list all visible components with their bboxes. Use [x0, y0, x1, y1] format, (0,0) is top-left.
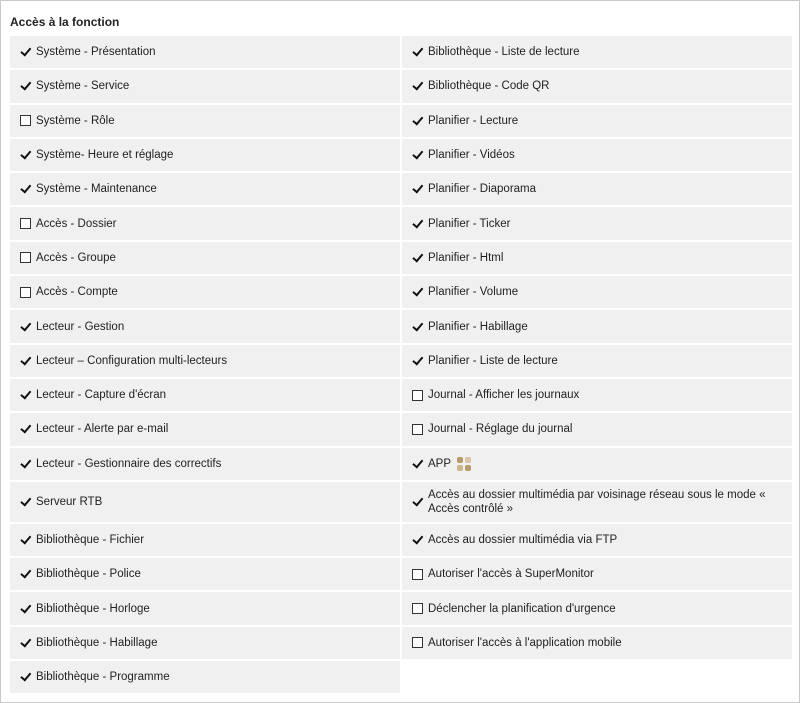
permission-label: Journal - Afficher les journaux	[428, 389, 580, 402]
permission-item[interactable]	[10, 276, 400, 308]
checkmark-icon[interactable]	[411, 149, 424, 162]
permission-item[interactable]	[10, 627, 400, 659]
checkmark-icon[interactable]	[19, 534, 32, 547]
permission-label: Lecteur – Configuration multi-lecteurs	[36, 354, 228, 367]
empty-cell	[402, 661, 792, 693]
permission-label: Serveur RTB	[36, 495, 103, 508]
checkmark-icon[interactable]	[19, 183, 32, 196]
permission-item[interactable]	[10, 139, 400, 171]
permission-label: Planifier - Lecture	[428, 114, 519, 127]
permission-label: Accès au dossier multimédia via FTP	[428, 534, 618, 546]
checkmark-icon[interactable]	[19, 457, 32, 470]
feature-access-grid	[10, 36, 792, 693]
permission-item[interactable]	[10, 558, 400, 590]
empty-checkbox-icon[interactable]	[411, 568, 424, 581]
permission-label: Lecteur - Capture d'écran	[36, 389, 167, 402]
permission-item[interactable]	[402, 379, 792, 411]
checkmark-icon[interactable]	[411, 114, 424, 127]
permission-item[interactable]	[10, 173, 400, 205]
permission-item[interactable]	[10, 70, 400, 102]
permission-item[interactable]	[402, 310, 792, 342]
app-grid-icon	[457, 457, 471, 471]
permission-label: Bibliothèque - Habillage	[36, 636, 158, 649]
permission-item[interactable]	[10, 413, 400, 445]
permission-label: Autoriser l'accès à l'application mobile	[428, 636, 622, 649]
checkmark-icon[interactable]	[411, 251, 424, 264]
checkmark-icon[interactable]	[411, 495, 424, 508]
checkmark-icon[interactable]	[19, 636, 32, 649]
checkmark-icon[interactable]	[411, 286, 424, 299]
permission-item[interactable]	[402, 592, 792, 624]
section-title: Accès à la fonction	[10, 15, 120, 29]
checkmark-icon[interactable]	[19, 568, 32, 581]
permission-label: Planifier - Vidéos	[428, 149, 515, 162]
checkmark-icon[interactable]	[19, 671, 32, 684]
permission-label: Bibliothèque - Code QR	[428, 80, 550, 93]
checkmark-icon[interactable]	[411, 217, 424, 230]
permission-item[interactable]	[402, 105, 792, 137]
checkmark-icon[interactable]	[19, 423, 32, 436]
permission-label: Système - Rôle	[36, 114, 115, 127]
permission-label: Planifier - Habillage	[428, 320, 528, 333]
permission-label: Accès au dossier multimédia par voisinage réseau sous le mode « Accès contrôlé »	[428, 488, 766, 515]
permission-item[interactable]	[402, 242, 792, 274]
permission-item[interactable]	[10, 207, 400, 239]
permission-item[interactable]	[10, 661, 400, 693]
permission-item[interactable]	[402, 139, 792, 171]
checkmark-icon[interactable]	[411, 80, 424, 93]
permission-item[interactable]	[402, 36, 792, 68]
permission-label: Accès - Compte	[36, 286, 118, 299]
checkmark-icon[interactable]	[411, 183, 424, 196]
permission-label: Déclencher la planification d'urgence	[428, 602, 616, 615]
permission-label: Planifier - Html	[428, 251, 504, 264]
empty-checkbox-icon[interactable]	[411, 389, 424, 402]
permission-label: Bibliothèque - Liste de lecture	[428, 46, 580, 59]
permission-label: Bibliothèque - Horloge	[36, 602, 150, 615]
permission-item[interactable]	[10, 448, 400, 480]
permission-label: Bibliothèque - Police	[36, 568, 141, 581]
permission-item[interactable]	[402, 207, 792, 239]
permission-label: Accès - Dossier	[36, 217, 117, 230]
checkmark-icon[interactable]	[19, 46, 32, 59]
empty-checkbox-icon[interactable]	[19, 217, 32, 230]
permission-item[interactable]	[10, 592, 400, 624]
permission-label: Lecteur - Gestionnaire des correctifs	[36, 457, 222, 470]
checkmark-icon[interactable]	[411, 457, 424, 470]
permission-item[interactable]	[402, 482, 792, 522]
permission-item[interactable]	[402, 345, 792, 377]
permission-item[interactable]	[402, 70, 792, 102]
permission-item[interactable]	[402, 173, 792, 205]
empty-checkbox-icon[interactable]	[411, 636, 424, 649]
permission-item[interactable]	[10, 482, 400, 522]
empty-checkbox-icon[interactable]	[19, 114, 32, 127]
checkmark-icon[interactable]	[411, 534, 424, 547]
permission-item[interactable]	[10, 345, 400, 377]
permission-item[interactable]	[10, 310, 400, 342]
checkmark-icon[interactable]	[19, 80, 32, 93]
permission-item[interactable]	[402, 413, 792, 445]
permission-label: Système - Maintenance	[36, 183, 157, 196]
permission-item[interactable]	[10, 105, 400, 137]
permission-label: Planifier - Diaporama	[428, 183, 537, 196]
checkmark-icon[interactable]	[19, 149, 32, 162]
permission-label: Accès - Groupe	[36, 251, 116, 264]
empty-checkbox-icon[interactable]	[411, 423, 424, 436]
checkmark-icon[interactable]	[19, 320, 32, 333]
checkmark-icon[interactable]	[411, 46, 424, 59]
permission-label: Journal - Réglage du journal	[428, 423, 573, 436]
permission-item[interactable]	[402, 558, 792, 590]
checkmark-icon[interactable]	[19, 602, 32, 615]
checkmark-icon[interactable]	[411, 354, 424, 367]
permission-label: Planifier - Liste de lecture	[428, 354, 558, 367]
checkmark-icon[interactable]	[19, 495, 32, 508]
permission-item[interactable]	[10, 524, 400, 556]
permission-item[interactable]	[402, 627, 792, 659]
permission-item[interactable]	[10, 36, 400, 68]
empty-checkbox-icon[interactable]	[19, 286, 32, 299]
permission-label: Autoriser l'accès à SuperMonitor	[428, 568, 594, 581]
empty-checkbox-icon[interactable]	[19, 251, 32, 264]
permission-label: Lecteur - Alerte par e-mail	[36, 423, 169, 436]
permission-item[interactable]	[402, 524, 792, 556]
permission-label: Planifier - Ticker	[428, 217, 511, 230]
permission-label: Système - Présentation	[36, 46, 156, 59]
permission-item[interactable]	[10, 379, 400, 411]
checkmark-icon[interactable]	[19, 389, 32, 402]
permission-item[interactable]	[402, 448, 792, 480]
empty-checkbox-icon[interactable]	[411, 602, 424, 615]
permission-label: Lecteur - Gestion	[36, 320, 125, 333]
permission-label: Système- Heure et réglage	[36, 149, 174, 162]
checkmark-icon[interactable]	[19, 354, 32, 367]
permission-label: Bibliothèque - Programme	[36, 671, 170, 684]
permission-label: APP	[428, 457, 452, 470]
permission-label: Système - Service	[36, 80, 130, 93]
permission-item[interactable]	[402, 276, 792, 308]
checkmark-icon[interactable]	[411, 320, 424, 333]
permission-item[interactable]	[10, 242, 400, 274]
permission-label: Planifier - Volume	[428, 286, 519, 299]
permission-label: Bibliothèque - Fichier	[36, 534, 145, 546]
